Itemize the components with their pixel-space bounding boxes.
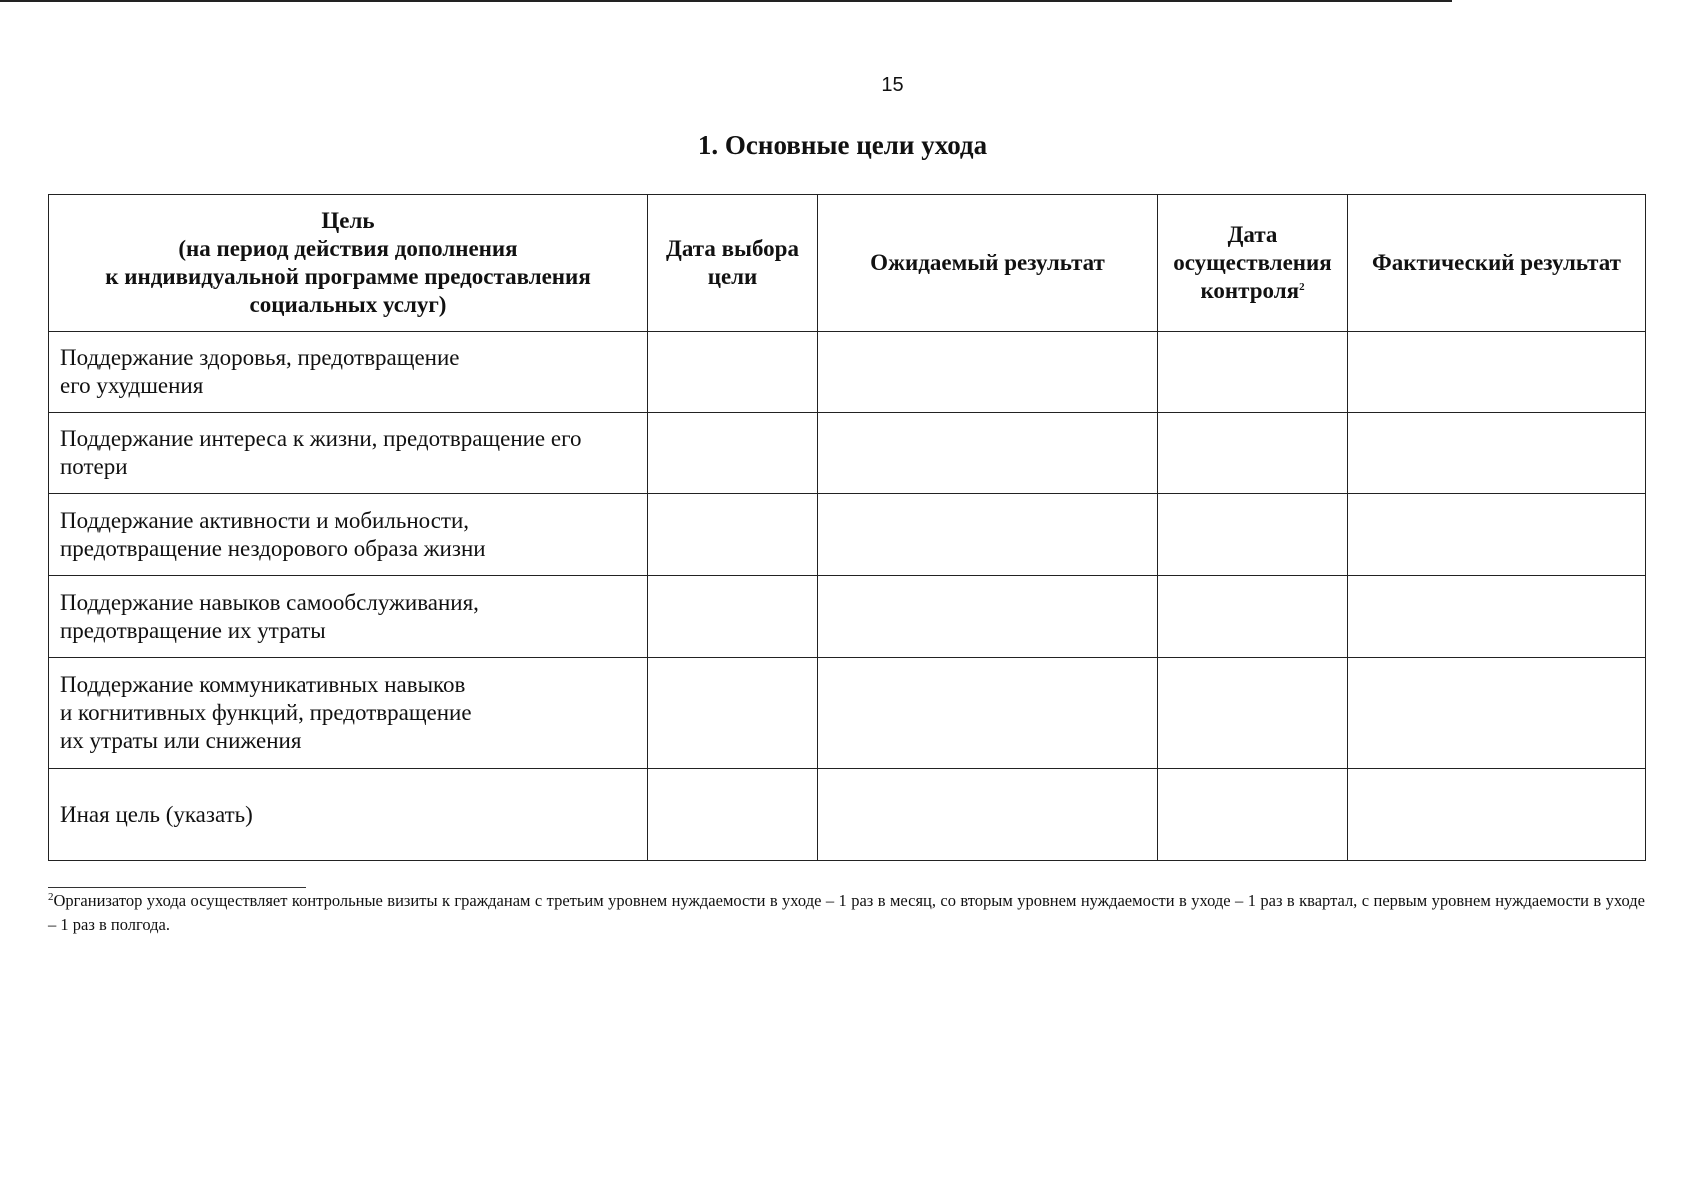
table-row — [49, 332, 1646, 413]
top-border-line — [0, 0, 1452, 2]
expected-result-cell[interactable] — [818, 413, 1158, 494]
table-header-row — [49, 195, 1646, 332]
actual-result-cell[interactable] — [1348, 769, 1646, 861]
table-row — [49, 576, 1646, 658]
header-actual-result: Фактический результат — [1348, 195, 1646, 332]
goal-cell: Поддержание здоровья, предотвращение его ухудшения — [49, 332, 648, 413]
expected-result-cell[interactable] — [818, 769, 1158, 861]
footnote-mark: 2 — [48, 891, 54, 903]
header-expected-result: Ожидаемый результат — [818, 195, 1158, 332]
actual-result-cell[interactable] — [1348, 413, 1646, 494]
goal-cell: Поддержание коммуникативных навыков и когнитивных функций, предотвращение их утраты или снижения — [49, 658, 648, 769]
date-chosen-cell[interactable] — [648, 658, 818, 769]
actual-result-cell[interactable] — [1348, 658, 1646, 769]
table-row — [49, 769, 1646, 861]
date-chosen-cell[interactable] — [648, 769, 818, 861]
table-row — [49, 494, 1646, 576]
date-chosen-cell[interactable] — [648, 332, 818, 413]
control-date-cell[interactable] — [1158, 769, 1348, 861]
actual-result-cell[interactable] — [1348, 494, 1646, 576]
goal-cell: Иная цель (указать) — [49, 769, 648, 861]
date-chosen-cell[interactable] — [648, 576, 818, 658]
expected-result-cell[interactable] — [818, 576, 1158, 658]
footnote-reference: 2 — [1299, 281, 1305, 293]
header-date-chosen: Дата выбора цели — [648, 195, 818, 332]
expected-result-cell[interactable] — [818, 494, 1158, 576]
footnote-text: Организатор ухода осуществляет контрольные визиты к гражданам с третьим уровнем нуждаемости в уходе – 1 раз в месяц, со вторым уровнем нуждаемости в уходе – 1 раз в квартал, с первым уровнем нуждаемости в уходе – 1 раз в полгода. — [48, 891, 1645, 934]
goal-cell: Поддержание интереса к жизни, предотвращение его потери — [49, 413, 648, 494]
control-date-cell[interactable] — [1158, 332, 1348, 413]
control-date-cell[interactable] — [1158, 576, 1348, 658]
header-control-date: Дата осуществления контроля$^2$ — [1158, 195, 1348, 332]
table-row — [49, 413, 1646, 494]
expected-result-cell[interactable] — [818, 332, 1158, 413]
goal-cell: Поддержание активности и мобильности, предотвращение нездорового образа жизни — [49, 494, 648, 576]
date-chosen-cell[interactable] — [648, 494, 818, 576]
page-number: 15 — [881, 74, 904, 96]
header-goal: Цель (на период действия дополнения к индивидуальной программе предоставления социальных услуг) — [49, 195, 648, 332]
actual-result-cell[interactable] — [1348, 576, 1646, 658]
control-date-cell[interactable] — [1158, 494, 1348, 576]
goal-cell: Поддержание навыков самообслуживания, предотвращение их утраты — [49, 576, 648, 658]
expected-result-cell[interactable] — [818, 658, 1158, 769]
actual-result-cell[interactable] — [1348, 332, 1646, 413]
care-goals-table — [48, 194, 1646, 861]
table-row — [49, 658, 1646, 769]
date-chosen-cell[interactable] — [648, 413, 818, 494]
footnote-separator — [48, 887, 306, 888]
control-date-cell[interactable] — [1158, 658, 1348, 769]
section-title: 1. Основные цели ухода — [697, 130, 988, 160]
footnote — [48, 889, 1645, 937]
control-date-cell[interactable] — [1158, 413, 1348, 494]
